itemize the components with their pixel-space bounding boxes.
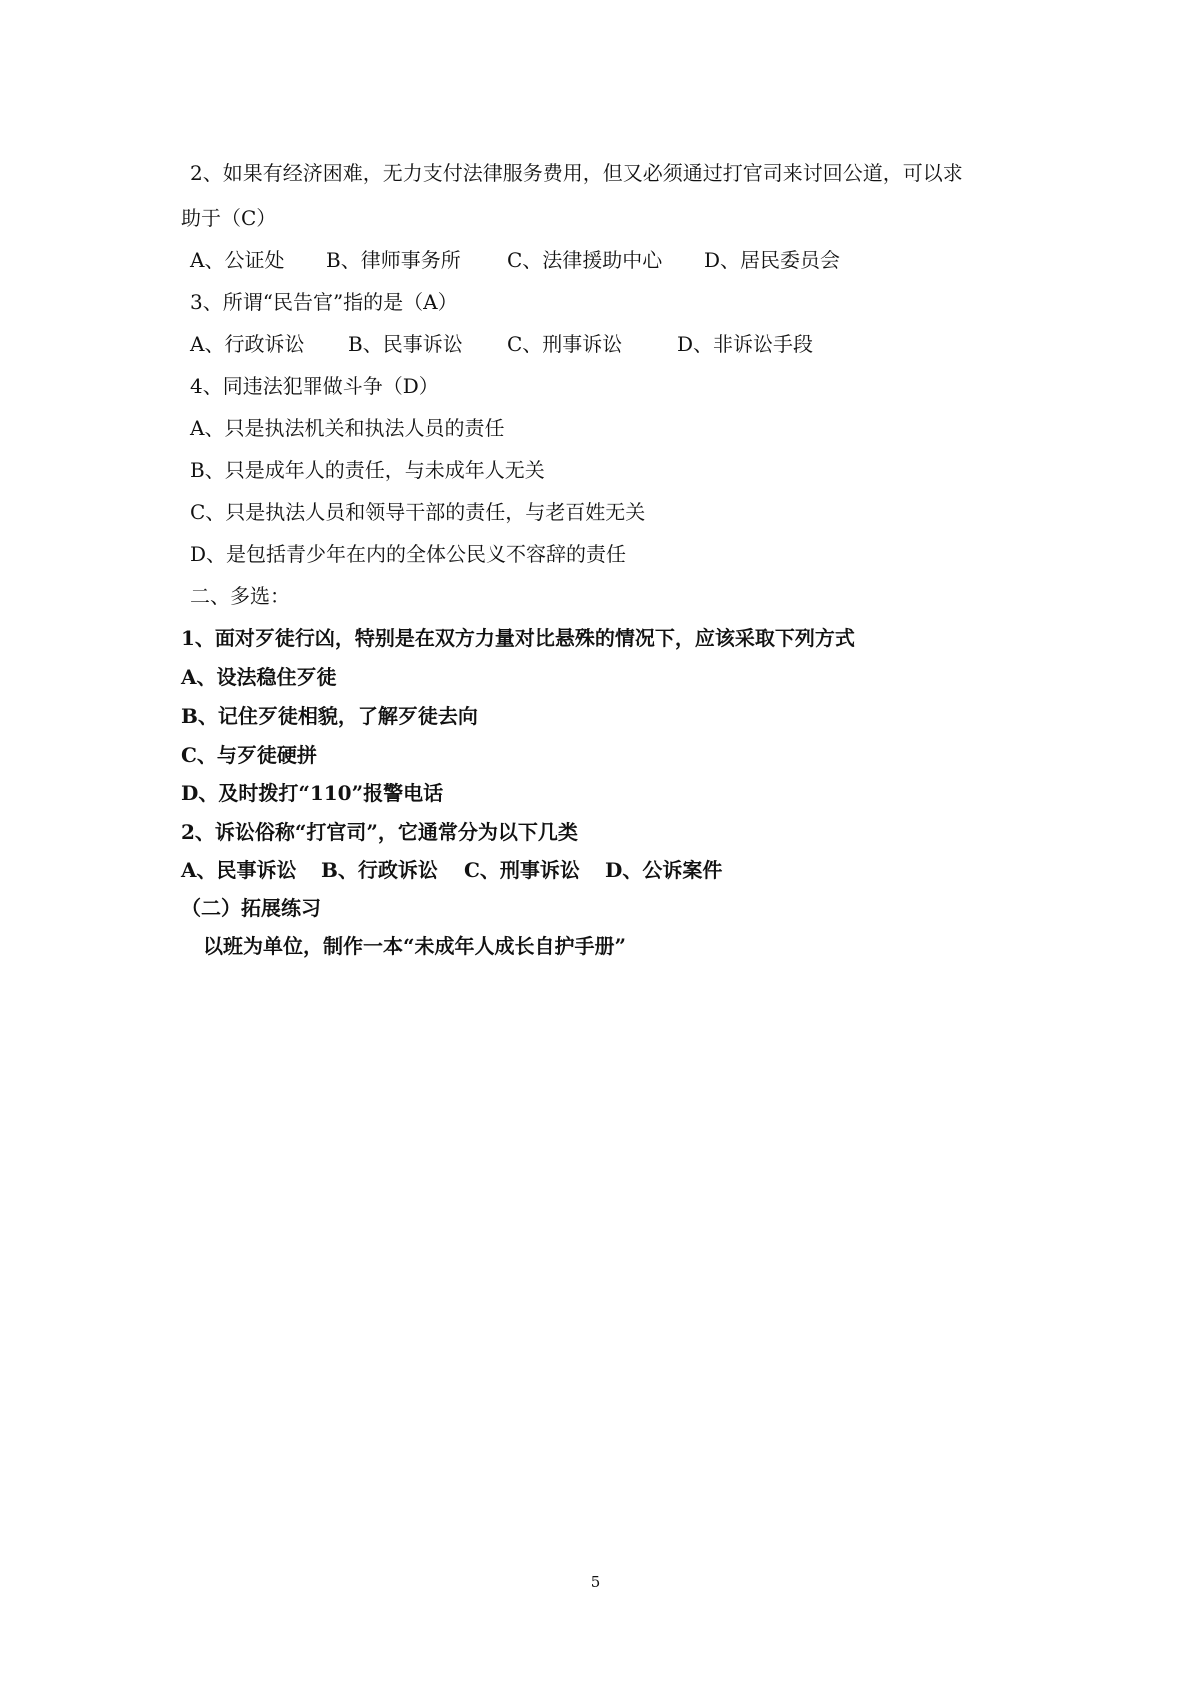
option-b: B、只是成年人的责任，与未成年人无关: [190, 458, 545, 482]
option-b: B、行政诉讼: [321, 858, 438, 882]
option-a: A、设法稳住歹徒: [181, 665, 337, 689]
option-a: A、行政诉讼: [190, 332, 305, 356]
option-d: D、公诉案件: [605, 858, 723, 882]
question-3-text: 3、所谓“民告官”指的是（A）: [190, 290, 458, 314]
option-c: C、法律援助中心: [507, 248, 663, 272]
option-d: D、是包括青少年在内的全体公民义不容辞的责任: [190, 542, 627, 566]
extension-task-text: 以班为单位，制作一本“未成年人成长自护手册”: [203, 934, 627, 958]
multi-question-1-text: 1、面对歹徒行凶，特别是在双方力量对比悬殊的情况下，应该采取下列方式: [181, 626, 855, 650]
question-2-line-1: 2、如果有经济困难，无力支付法律服务费用，但又必须通过打官司来讨回公道，可以求: [190, 161, 963, 185]
option-a: A、民事诉讼: [181, 858, 297, 882]
question-4-text: 4、同违法犯罪做斗争（D）: [190, 374, 439, 398]
question-2-line-2: 助于（C）: [181, 206, 277, 230]
option-c: C、刑事诉讼: [507, 332, 623, 356]
page-number: 5: [590, 1573, 601, 1591]
option-b: B、记住歹徒相貌，了解歹徒去向: [181, 704, 478, 728]
option-d: D、及时拨打“110”报警电话: [181, 781, 444, 805]
section-heading-extension: （二）拓展练习: [181, 896, 321, 920]
option-b: B、律师事务所: [326, 248, 461, 272]
multi-question-2-text: 2、诉讼俗称“打官司”，它通常分为以下几类: [181, 820, 578, 844]
option-b: B、民事诉讼: [348, 332, 463, 356]
option-a: A、公证处: [190, 248, 285, 272]
option-d: D、居民委员会: [704, 248, 841, 272]
option-c: C、刑事诉讼: [464, 858, 580, 882]
option-c: C、只是执法人员和领导干部的责任，与老百姓无关: [190, 500, 646, 524]
option-a: A、只是执法机关和执法人员的责任: [190, 416, 505, 440]
option-d: D、非诉讼手段: [677, 332, 814, 356]
section-heading-multi-choice: 二、多选：: [190, 584, 290, 608]
option-c: C、与歹徒硬拼: [181, 743, 317, 767]
